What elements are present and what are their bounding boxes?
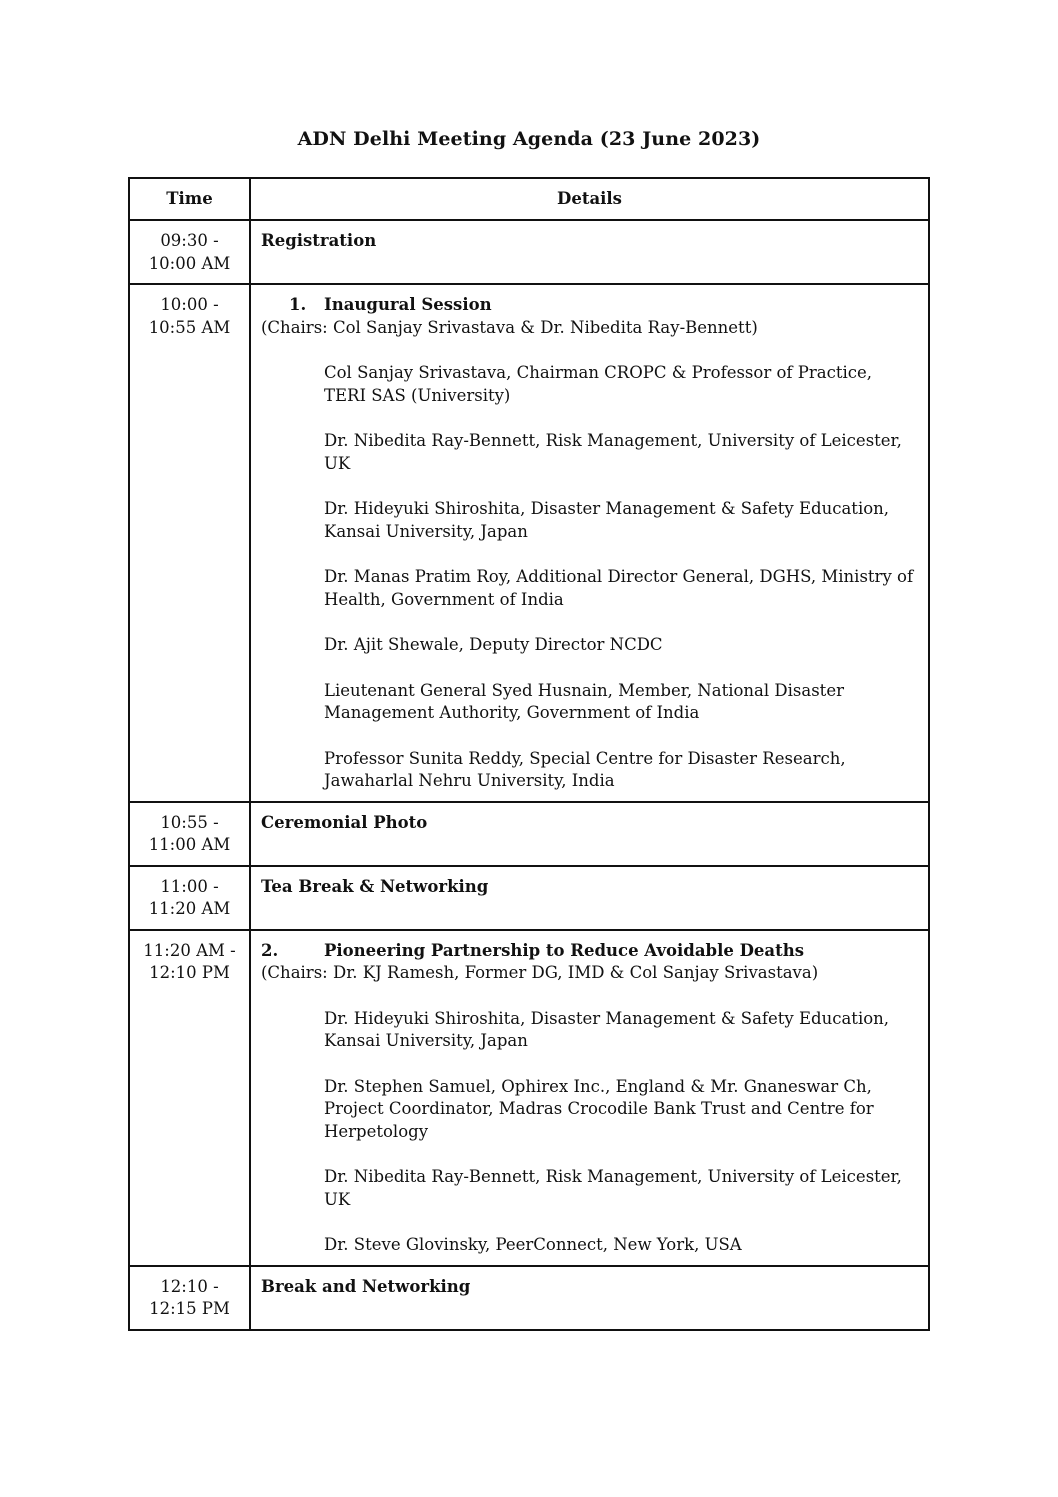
speaker-item: Dr. Hideyuki Shiroshita, Disaster Management & Safety Education, Kansai University, Japan — [324, 1008, 890, 1050]
details-cell — [250, 220, 929, 284]
table-row — [129, 284, 929, 802]
session-chairs: (Chairs: Dr. KJ Ramesh, Former DG, IMD & Col Sanjay Srivastava) — [261, 963, 819, 982]
speaker-list — [324, 1008, 918, 1257]
speaker-item: Professor Sunita Reddy, Special Centre for Disaster Research, Jawaharlal Nehru University, India — [324, 748, 846, 790]
time-end: 10:00 AM — [148, 253, 231, 273]
speaker-item: Dr. Nibedita Ray-Bennett, Risk Management, University of Leicester, UK — [324, 1167, 902, 1209]
header-time: Time — [129, 178, 250, 220]
time-cell — [129, 930, 250, 1266]
speaker-item: Col Sanjay Srivastava, Chairman CROPC & Professor of Practice, TERI SAS (University) — [324, 363, 872, 405]
time-start: 09:30 - — [160, 231, 219, 250]
time-start: 11:00 - — [160, 876, 219, 896]
session-title: Tea Break & Networking — [261, 876, 489, 896]
session-title: Break and Networking — [261, 1276, 471, 1296]
time-start: 11:20 AM - — [143, 940, 236, 960]
table-row — [129, 866, 929, 930]
speaker-item: Dr. Steve Glovinsky, PeerConnect, New York, USA — [324, 1235, 742, 1254]
session-heading — [261, 940, 918, 963]
time-cell — [129, 866, 250, 930]
speaker-item: Lieutenant General Syed Husnain, Member, National Disaster Management Authority, Government of India — [324, 680, 844, 722]
time-end: 12:15 PM — [149, 1299, 230, 1318]
document-title: ADN Delhi Meeting Agenda (23 June 2023) — [297, 128, 761, 150]
time-cell — [129, 220, 250, 284]
time-end: 12:10 PM — [149, 963, 230, 982]
time-start: 10:00 - — [160, 295, 219, 314]
session-title: Inaugural Session — [324, 295, 492, 314]
details-cell — [250, 930, 929, 1266]
session-title: Ceremonial Photo — [261, 812, 428, 832]
details-cell — [250, 802, 929, 866]
table-row — [129, 1266, 929, 1330]
session-chairs: (Chairs: Col Sanjay Srivastava & Dr. Nibedita Ray-Bennett) — [261, 317, 758, 337]
time-start: 12:10 - — [160, 1276, 219, 1296]
details-cell — [250, 1266, 929, 1330]
time-cell — [129, 1266, 250, 1330]
header-details: Details — [250, 178, 929, 220]
speaker-item: Dr. Stephen Samuel, Ophirex Inc., England & Mr. Gnaneswar Ch, Project Coordinator, Madras Crocodile Bank Trust and Centre for Herpetology — [324, 1076, 874, 1141]
time-end: 11:20 AM — [148, 899, 231, 918]
speaker-item: Dr. Hideyuki Shiroshita, Disaster Management & Safety Education, Kansai University, Japan — [324, 499, 890, 541]
session-number: 1. — [289, 295, 307, 314]
time-cell — [129, 284, 250, 802]
details-cell — [250, 866, 929, 930]
time-start: 10:55 - — [160, 812, 219, 832]
session-title: Pioneering Partnership to Reduce Avoidable Deaths — [324, 940, 804, 960]
time-cell — [129, 802, 250, 866]
time-end: 11:00 AM — [148, 835, 231, 854]
table-row — [129, 930, 929, 1266]
session-number: 2. — [261, 940, 279, 960]
agenda-table — [128, 177, 930, 1331]
session-title: Registration — [261, 231, 377, 250]
table-header-row — [129, 178, 929, 220]
table-row — [129, 220, 929, 284]
details-cell — [250, 284, 929, 802]
time-end: 10:55 AM — [148, 317, 231, 337]
speaker-list — [324, 362, 918, 793]
table-row — [129, 802, 929, 866]
speaker-item: Dr. Ajit Shewale, Deputy Director NCDC — [324, 635, 663, 654]
speaker-item: Dr. Manas Pratim Roy, Additional Director General, DGHS, Ministry of Health, Government of India — [324, 567, 914, 609]
session-heading — [261, 294, 918, 317]
speaker-item: Dr. Nibedita Ray-Bennett, Risk Management, University of Leicester, UK — [324, 431, 902, 473]
